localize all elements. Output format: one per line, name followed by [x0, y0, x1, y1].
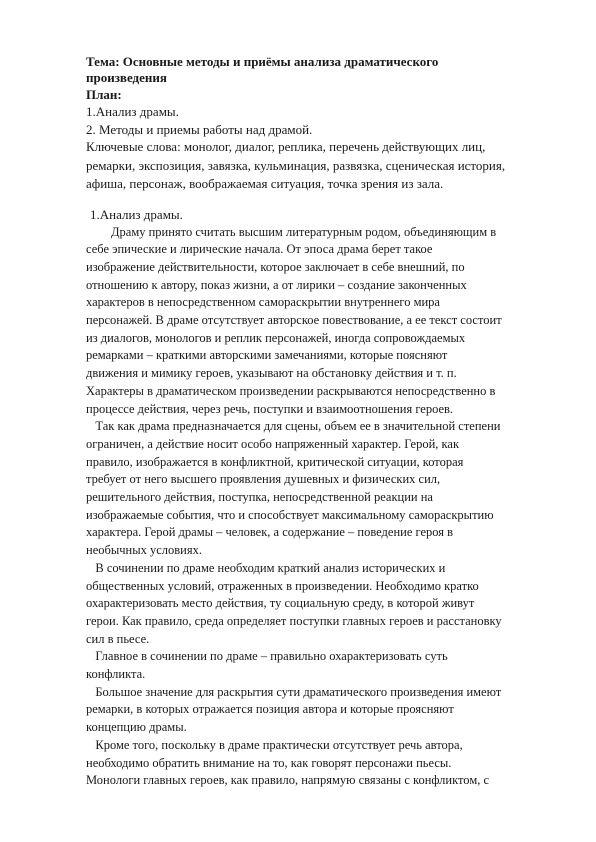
body-line: В сочинении по драме необходим краткий анализ исторических и — [86, 560, 446, 575]
section-analysis — [86, 206, 556, 791]
topic-title-line: произведения — [86, 70, 167, 85]
body-line: процессе действия, через речь, поступки и взаимоотношения героев. — [86, 401, 454, 416]
body-line: Кроме того, поскольку в драме практически отсутствует речь автора, — [86, 737, 463, 752]
body-line: ремарки, в которых отражается позиция автора и которые проясняют — [86, 702, 454, 717]
body-line: отношению к автору, показ жизни, а от лирики – создание законченных — [86, 277, 467, 292]
body-text — [86, 224, 556, 791]
body-line: правило, изображается в конфликтной, критической ситуации, которая — [86, 454, 464, 469]
body-line: характеров в непосредственном самораскрытии внутреннего мира — [86, 295, 440, 310]
body-line: герои. Как правило, среда определяет поступки главных героев и расстановку — [86, 613, 502, 628]
body-line: себе эпические и лирические начала. От эпоса драма берет такое — [86, 242, 433, 257]
plan-item: 2. Методы и приемы работы над драмой. — [86, 121, 313, 137]
body-line: персонажей. В драме отсутствует авторское повествование, а ее текст состоит — [86, 313, 502, 328]
body-line: изображаемые события, что и способствует максимальному самораскрытию — [86, 507, 494, 522]
body-line: движения и мимику героев, указывают на обстановку действия и т. п. — [86, 366, 457, 381]
body-line: Характеры в драматическом произведении раскрываются непосредственно в — [86, 383, 496, 398]
body-line: Монологи главных героев, как правило, напрямую связаны с конфликтом, с — [86, 773, 490, 788]
body-line: сил в пьесе. — [86, 631, 150, 646]
body-line: общественных условий, отраженных в произведении. Необходимо кратко — [86, 578, 479, 593]
body-line: ремарками – краткими авторскими замечаниями, которые поясняют — [86, 348, 448, 363]
keywords-line: Ключевые слова: монолог, диалог, реплика, перечень действующих лиц, — [86, 139, 486, 154]
body-line: из диалогов, монологов и реплик персонажей, иногда сопровождаемых — [86, 330, 466, 345]
body-line: ограничен, а действие носит особо напряженный характер. Герой, как — [86, 436, 460, 451]
document-content — [86, 54, 556, 790]
body-line: Драму принято считать высшим литературным родом, объединяющим в — [86, 224, 497, 239]
body-line: требует от него высшего проявления душевных и физических сил, — [86, 472, 441, 487]
body-line: необычных условиях. — [86, 543, 202, 558]
keywords-line: афиша, персонаж, воображаемая ситуация, точка зрения из зала. — [86, 176, 444, 191]
body-line: изображение действительности, которое заключает в себе внешний, по — [86, 259, 465, 274]
body-line: характера. Герой драмы – человек, а содержание – поведение героя в — [86, 525, 454, 540]
section-heading: 1.Анализ драмы. — [90, 206, 183, 222]
keywords — [86, 138, 556, 194]
keywords-line: ремарки, экспозиция, завязка, кульминация, развязка, сценическая история, — [86, 157, 506, 173]
plan-item: 1.Анализ драмы. — [86, 104, 179, 119]
body-line: Большое значение для раскрытия сути драматического произведения имеют — [86, 684, 502, 699]
body-line: конфликта. — [86, 667, 146, 682]
topic-title-line: Тема: Основные методы и приёмы анализа драматического — [86, 54, 439, 69]
plan-label: План: — [86, 87, 122, 102]
topic-title — [86, 54, 556, 86]
body-line: необходимо обратить внимание на то, как говорят персонажи пьесы. — [86, 755, 452, 770]
body-line: концепцию драмы. — [86, 720, 187, 735]
body-line: охарактеризовать место действия, ту социальную среду, в которой живут — [86, 596, 475, 611]
body-line: Так как драма предназначается для сцены, объем ее в значительной степени — [86, 419, 501, 434]
body-line: Главное в сочинении по драме – правильно охарактеризовать суть — [86, 649, 448, 664]
body-line: решительного действия, поступка, непосредственной реакции на — [86, 490, 433, 505]
